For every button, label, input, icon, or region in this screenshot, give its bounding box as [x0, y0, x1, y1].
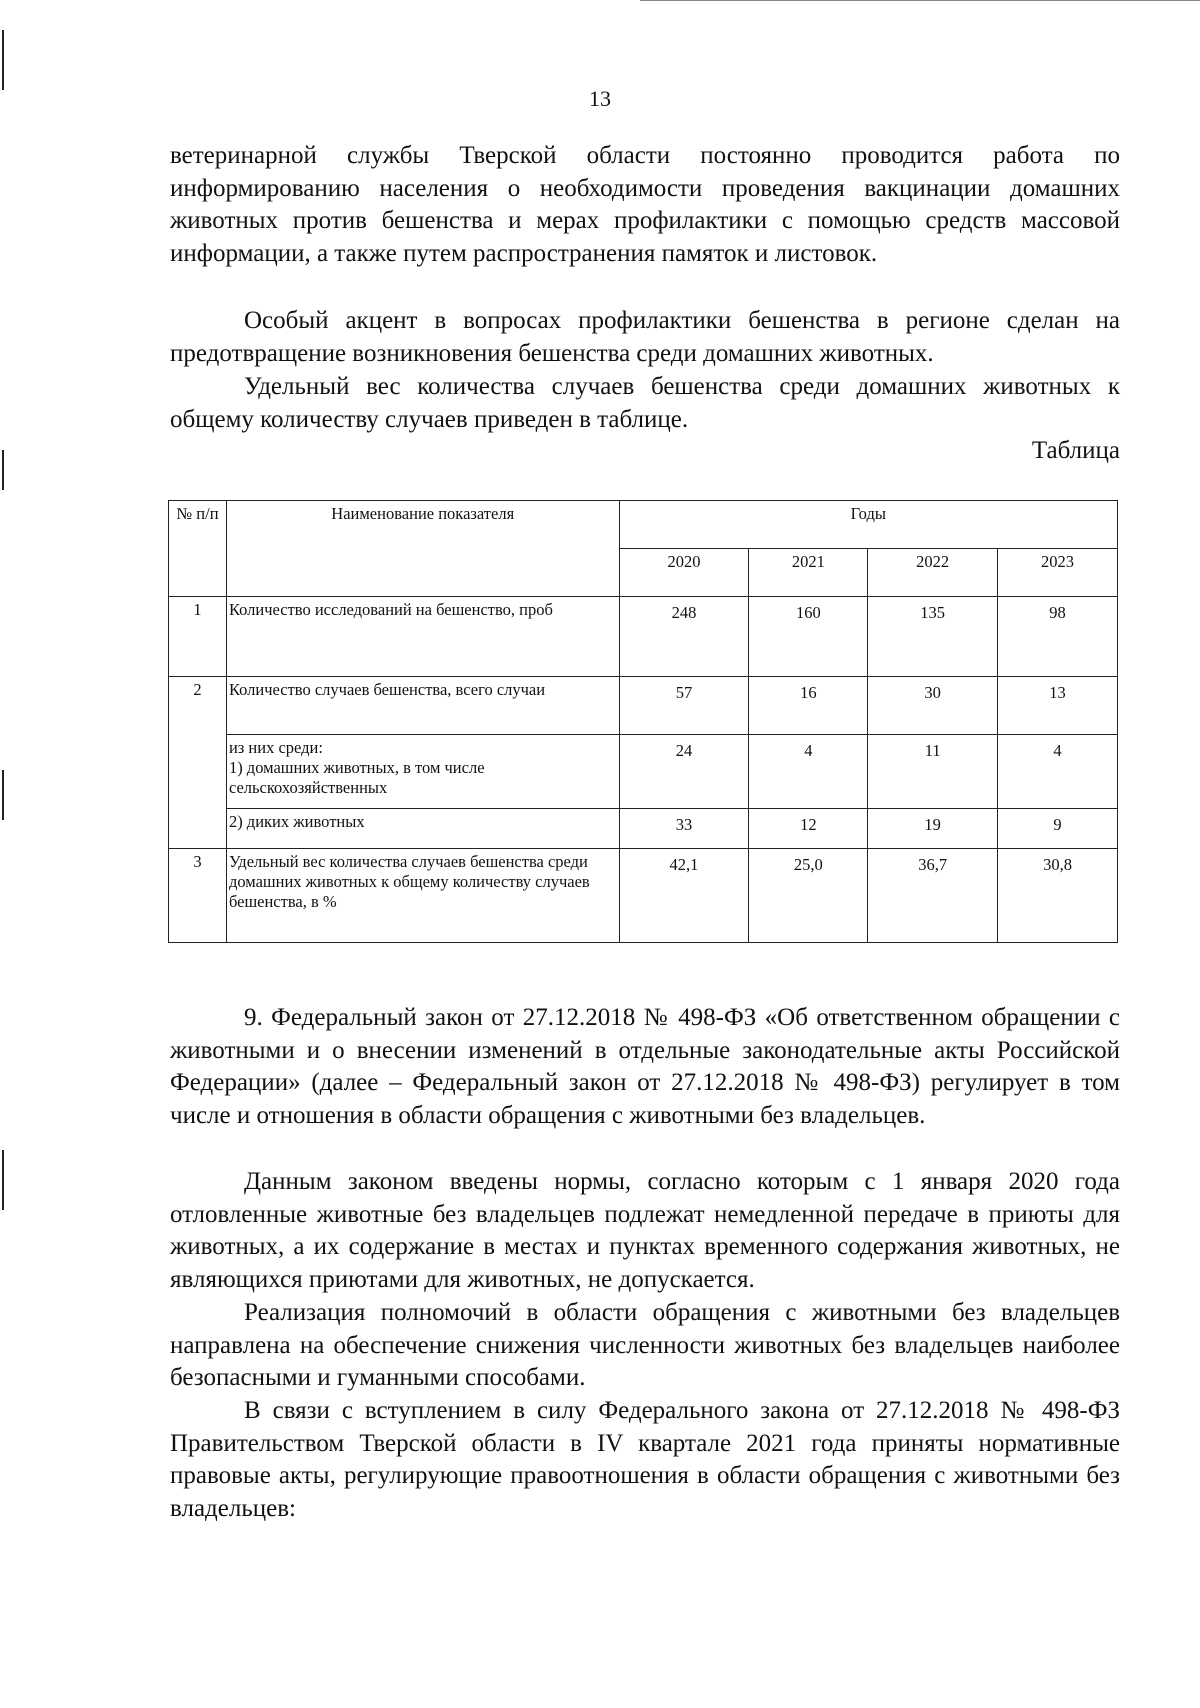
- value-cell: 9: [998, 809, 1118, 849]
- page-number: 13: [589, 86, 611, 111]
- row-label-cell: Количество случаев бешенства, всего случаи: [226, 677, 619, 735]
- paragraph: В связи с вступлением в силу Федерального закона от 27.12.2018 № 498-ФЗ Правительством Тверской области в IV квартале 2021 года приняты нормативные правовые акты, регулирующие правоотношения в области обращения с животными без владельцев:: [170, 1397, 1120, 1522]
- table-row: [169, 809, 1118, 849]
- value-cell: 11: [868, 735, 998, 809]
- row-num-cell: 3: [169, 849, 227, 943]
- scan-edge-mark: [2, 450, 4, 490]
- value-cell: 30,8: [998, 849, 1118, 943]
- paragraph: Данным законом введены нормы, согласно которым с 1 января 2020 года отловленные животные без владельцев подлежат немедленной передаче в приюты для животных, а их содержание в местах и пунктах временного содержания животных, не являющихся приютами для животных, не допускается.: [170, 1168, 1120, 1293]
- table-row: [169, 597, 1118, 677]
- value-cell: 25,0: [749, 849, 868, 943]
- row-num-cell: 2: [169, 677, 227, 849]
- value-cell: 13: [998, 677, 1118, 735]
- table-caption: Таблица: [1031, 437, 1120, 464]
- value-cell: 30: [868, 677, 998, 735]
- row-label-cell: 2) диких животных: [226, 809, 619, 849]
- header-year-cell: 2023: [998, 549, 1118, 597]
- table-row: [169, 849, 1118, 943]
- header-num-cell: № п/п: [169, 501, 227, 597]
- row-label-cell: Удельный вес количества случаев бешенства среди домашних животных к общему количеству случаев бешенства, в %: [226, 849, 619, 943]
- header-years-cell: Годы: [619, 501, 1117, 549]
- data-table: [168, 500, 1118, 943]
- header-year-cell: 2022: [868, 549, 998, 597]
- scan-edge-mark: [2, 30, 4, 90]
- scan-edge-mark: [2, 770, 4, 820]
- value-cell: 248: [619, 597, 749, 677]
- value-cell: 42,1: [619, 849, 749, 943]
- row-num-cell: 1: [169, 597, 227, 677]
- paragraph: Реализация полномочий в области обращения с животными без владельцев направлена на обеспечение снижения численности животных без владельцев наиболее безопасными и гуманными способами.: [170, 1299, 1120, 1391]
- scan-top-mark: [640, 0, 1200, 1]
- table-row: [169, 735, 1118, 809]
- value-cell: 19: [868, 809, 998, 849]
- value-cell: 24: [619, 735, 749, 809]
- value-cell: 98: [998, 597, 1118, 677]
- header-year-cell: 2021: [749, 549, 868, 597]
- paragraph: Удельный вес количества случаев бешенства среди домашних животных к общему количеству случаев приведен в таблице.: [170, 373, 1120, 433]
- value-cell: 4: [998, 735, 1118, 809]
- value-cell: 160: [749, 597, 868, 677]
- scan-edge-mark: [2, 1150, 4, 1210]
- row-label-cell: из них среди: 1) домашних животных, в том числе сельскохозяйственных: [226, 735, 619, 809]
- row-label-cell: Количество исследований на бешенство, проб: [226, 597, 619, 677]
- paragraph: 9. Федеральный закон от 27.12.2018 № 498-ФЗ «Об ответственном обращении с животными и о внесении изменений в отдельные законодательные акты Российской Федерации» (далее – Федеральный закон от 27.12.2018 № 498-ФЗ) регулирует в том числе и отношения в области обращения с животными без владельцев.: [170, 1004, 1120, 1129]
- value-cell: 33: [619, 809, 749, 849]
- paragraph: Особый акцент в вопросах профилактики бешенства в регионе сделан на предотвращение возникновения бешенства среди домашних животных.: [170, 307, 1120, 367]
- value-cell: 36,7: [868, 849, 998, 943]
- value-cell: 4: [749, 735, 868, 809]
- value-cell: 16: [749, 677, 868, 735]
- paragraph: ветеринарной службы Тверской области постоянно проводится работа по информированию населения о необходимости проведения вакцинации домашних животных против бешенства и мерах профилактики с помощью средств массовой информации, а также путем распространения памяток и листовок.: [170, 142, 1120, 267]
- value-cell: 135: [868, 597, 998, 677]
- table-row: [169, 677, 1118, 735]
- value-cell: 12: [749, 809, 868, 849]
- table-header-row: [169, 501, 1118, 549]
- header-name-cell: Наименование показателя: [226, 501, 619, 597]
- value-cell: 57: [619, 677, 749, 735]
- header-year-cell: 2020: [619, 549, 749, 597]
